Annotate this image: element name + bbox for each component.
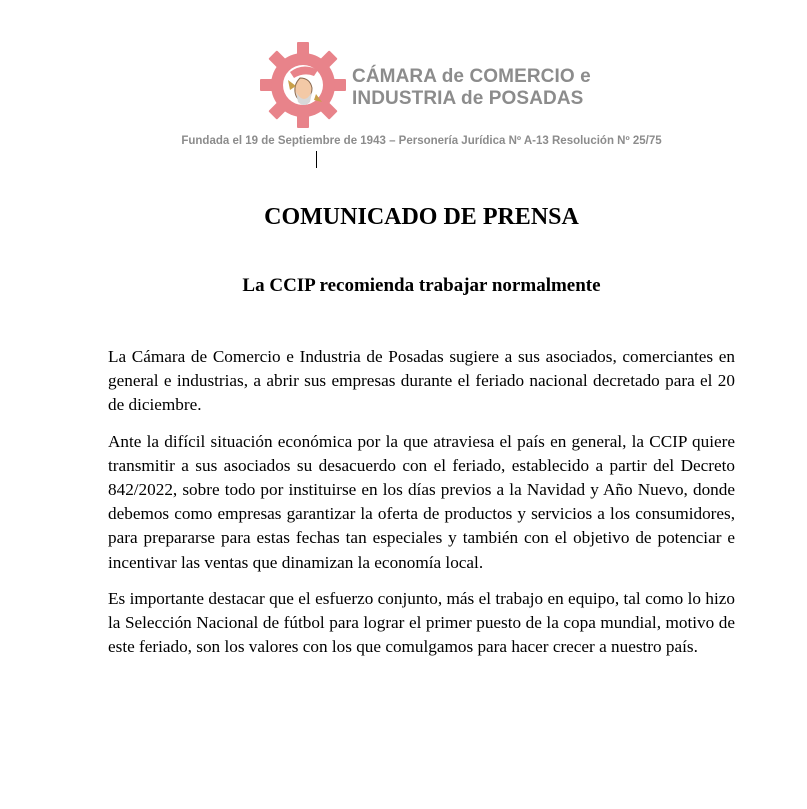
organization-name [352,66,591,110]
document-body [108,345,735,671]
founded-line: Fundada el 19 de Septiembre de 1943 – Personería Jurídica Nº A-13 Resolución Nº 25/75 [181,135,662,147]
body-paragraph: Ante la difícil situación económica por la que atraviesa el país en general, la CCIP quiere transmitir a sus asociados su desacuerdo con el feriado, establecido a partir del Decreto 842/2022, sobre todo por instituirse en los días previos a la Navidad y Año Nuevo, donde debemos como empresas garantizar la oferta de productos y servicios a los consumidores, para prepararse para estas fechas tan especiales y también con el objetivo de potenciar e incentivar las ventas que dinamizan la economía local. [108,431,735,572]
document-title: COMUNICADO DE PRENSA [264,204,579,230]
organization-name-line2: INDUSTRIA de POSADAS [352,88,584,109]
document-subtitle: La CCIP recomienda trabajar normalmente [242,275,601,296]
body-paragraph: La Cámara de Comercio e Industria de Posadas sugiere a sus asociados, comerciantes en general e industrias, a abrir sus empresas durante el feriado nacional decretado para el 20 de diciembre. [108,347,735,415]
body-paragraph: Es importante destacar que el esfuerzo conjunto, más el trabajo en equipo, tal como lo hizo la Selección Nacional de fútbol para lograr el primer puesto de la copa mundial, motivo de este feriado, son los valores con los que comulgamos para hacer crecer a nuestro país. [108,588,735,657]
organization-name-line1: CÁMARA de COMERCIO e [352,66,591,87]
text-cursor [316,151,317,168]
gear-emblem-icon [260,42,346,128]
